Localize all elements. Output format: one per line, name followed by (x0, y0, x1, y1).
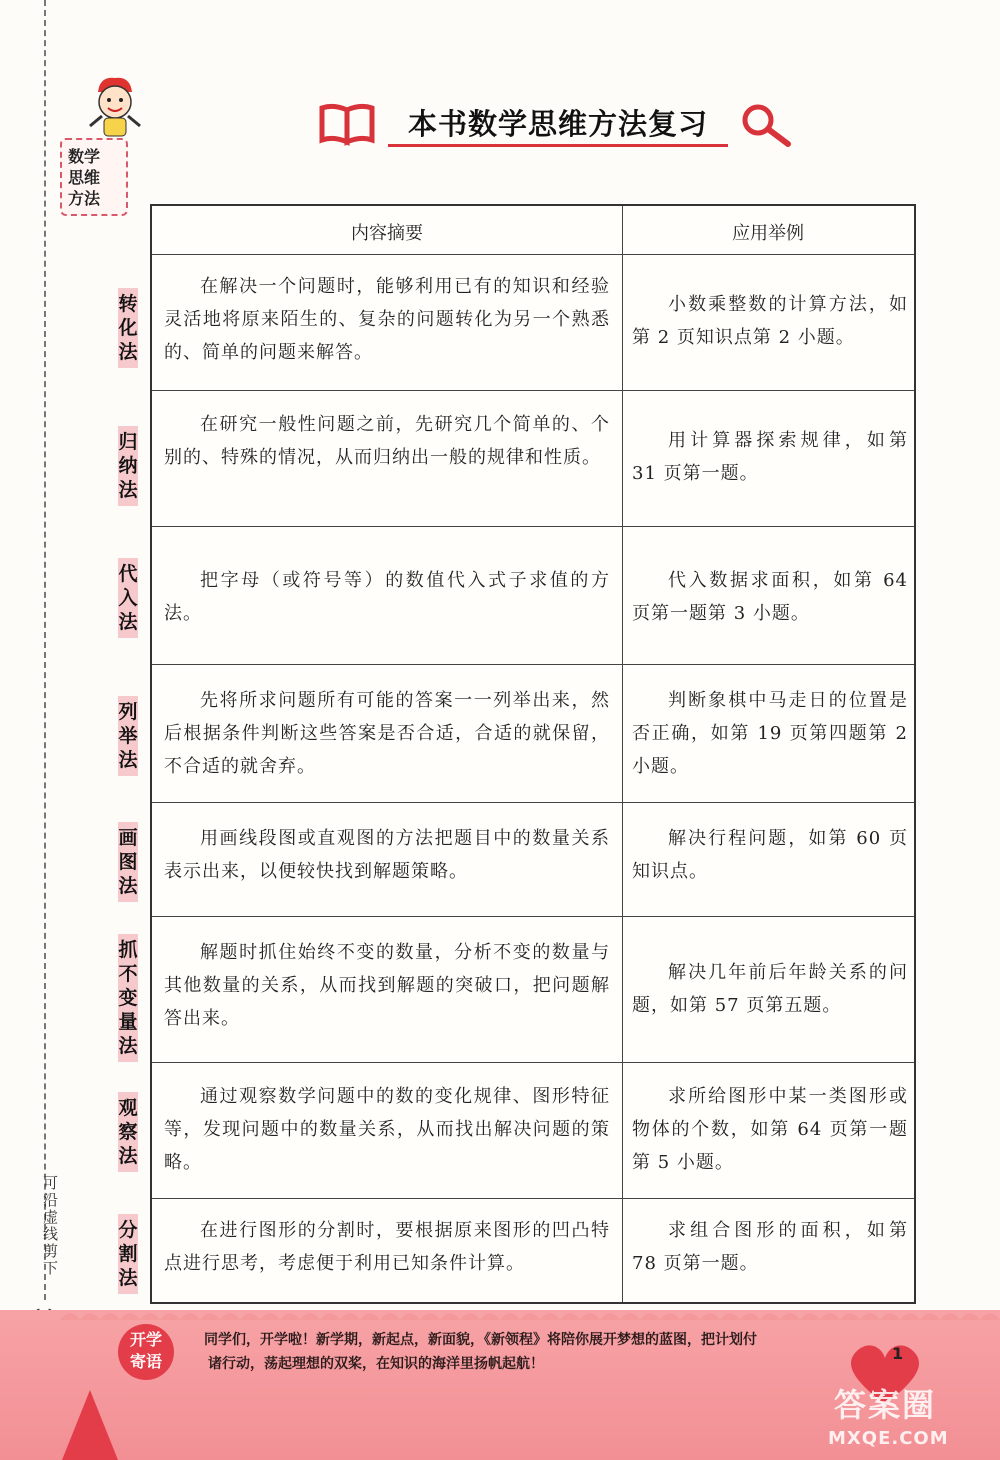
method-char: 法 (118, 1145, 138, 1167)
method-char: 列 (118, 701, 138, 723)
corner-triangle-icon (60, 1390, 120, 1460)
summary-cell: 通过观察数学问题中的数的变化规律、图形特征等，发现问题中的数量关系，从而找出解决问题的策略。 (164, 1086, 610, 1173)
method-char: 入 (118, 587, 138, 609)
method-char: 法 (118, 1267, 138, 1289)
watermark (828, 1380, 998, 1454)
method-char: 察 (118, 1121, 138, 1143)
footer-scallop-edge (60, 1306, 1000, 1320)
method-char: 分 (118, 1219, 138, 1241)
summary-cell: 把字母（或符号等）的数值代入式子求值的方法。 (164, 570, 610, 624)
table-row (152, 254, 914, 391)
table-row (152, 664, 914, 803)
method-label-induction (114, 426, 142, 506)
header-summary: 内容摘要 (351, 223, 423, 244)
example-cell: 代入数据求面积，如第 64 页第一题第 3 小题。 (632, 570, 908, 624)
magnifier-icon (738, 102, 794, 148)
method-label-partition (114, 1214, 142, 1294)
example-cell: 小数乘整数的计算方法，如第 2 页知识点第 2 小题。 (632, 294, 908, 348)
method-char: 不 (118, 963, 138, 985)
methods-table (150, 204, 916, 1304)
footer-line-2: 诸行动，荡起理想的双桨，在知识的海洋里扬帆起航！ (208, 1356, 544, 1372)
method-char: 观 (118, 1097, 138, 1119)
cut-dashed-line (44, 0, 46, 1300)
footer-line-1: 同学们，开学啦！新学期，新起点，新面貌，《新领程》将陪你展开梦想的蓝图，把计划付 (204, 1332, 757, 1348)
method-char: 抓 (118, 939, 138, 961)
page-title: 本书数学思维方法复习 (407, 107, 708, 141)
method-char: 法 (118, 479, 138, 501)
method-label-substitution (114, 558, 142, 638)
cut-note: 可沿虚线剪下 (41, 1175, 59, 1277)
method-label-invariant (114, 934, 142, 1062)
summary-cell: 在进行图形的分割时，要根据原来图形的凹凸特点进行思考，考虑便于利用已知条件计算。 (164, 1220, 610, 1274)
method-label-enumeration (114, 696, 142, 776)
summary-cell: 在解决一个问题时，能够利用已有的知识和经验灵活地将原来陌生的、复杂的问题转化为另一个熟悉的、简单的问题来解答。 (164, 276, 610, 363)
method-char: 化 (118, 317, 138, 339)
badge-line: 数学 (68, 147, 101, 166)
method-label-drawing (114, 822, 142, 902)
method-char: 法 (118, 1035, 138, 1057)
method-char: 归 (118, 431, 138, 453)
method-label-transform (114, 288, 142, 368)
method-char: 法 (118, 341, 138, 363)
method-char: 法 (118, 875, 138, 897)
table-row (152, 1062, 914, 1199)
open-book-icon (318, 102, 376, 146)
method-char: 变 (118, 987, 138, 1009)
method-char: 法 (118, 611, 138, 633)
badge-line: 思维 (68, 168, 101, 187)
summary-cell: 先将所求问题所有可能的答案一一列举出来，然后根据条件判断这些答案是否合适，合适的就保留，不合适的就舍弃。 (164, 690, 610, 777)
table-row (152, 916, 914, 1063)
example-cell: 求组合图形的面积，如第 78 页第一题。 (632, 1220, 908, 1274)
method-char: 图 (118, 851, 138, 873)
example-cell: 判断象棋中马走日的位置是否正确，如第 19 页第四题第 2 小题。 (632, 690, 908, 777)
method-badge (60, 138, 128, 216)
example-cell: 解决几年前后年龄关系的问题，如第 57 页第五题。 (632, 962, 908, 1016)
method-char: 代 (118, 563, 138, 585)
table-row (152, 390, 914, 527)
example-cell: 求所给图形中某一类图形或物体的个数，如第 64 页第一题第 5 小题。 (632, 1086, 908, 1173)
footer-message (204, 1328, 824, 1376)
title-underline (388, 144, 728, 147)
method-char: 纳 (118, 455, 138, 477)
table-row (152, 526, 914, 665)
summary-cell: 解题时抓住始终不变的数量，分析不变的数量与其他数量的关系，从而找到解题的突破口，把问题解答出来。 (164, 942, 610, 1029)
method-char: 举 (118, 725, 138, 747)
summary-cell: 在研究一般性问题之前，先研究几个简单的、个别的、特殊的情况，从而归纳出一般的规律和性质。 (164, 414, 610, 468)
example-cell: 解决行程问题，如第 60 页知识点。 (632, 828, 908, 882)
page-header (318, 98, 798, 158)
table-header (152, 206, 914, 255)
mascot-boy-icon (80, 70, 150, 140)
method-char: 量 (118, 1011, 138, 1033)
example-cell: 用计算器探索规律，如第 31 页第一题。 (632, 430, 908, 484)
method-char: 法 (118, 749, 138, 771)
footer-badge-line: 开学 (129, 1330, 162, 1349)
summary-cell: 用画线段图或直观图的方法把题目中的数量关系表示出来，以便较快找到解题策略。 (164, 828, 610, 882)
watermark-top: 答案圈 (834, 1386, 937, 1424)
method-char: 转 (118, 293, 138, 315)
watermark-bottom: MXQE.COM (828, 1428, 949, 1449)
footer-badge (118, 1324, 174, 1380)
table-row (152, 1198, 914, 1302)
footer-badge-line: 寄语 (129, 1352, 162, 1371)
badge-line: 方法 (68, 189, 101, 208)
header-example: 应用举例 (732, 223, 804, 244)
method-char: 割 (118, 1243, 138, 1265)
table-row (152, 802, 914, 917)
page-number: 1 (892, 1344, 904, 1363)
method-label-observation (114, 1092, 142, 1172)
method-char: 画 (118, 827, 138, 849)
